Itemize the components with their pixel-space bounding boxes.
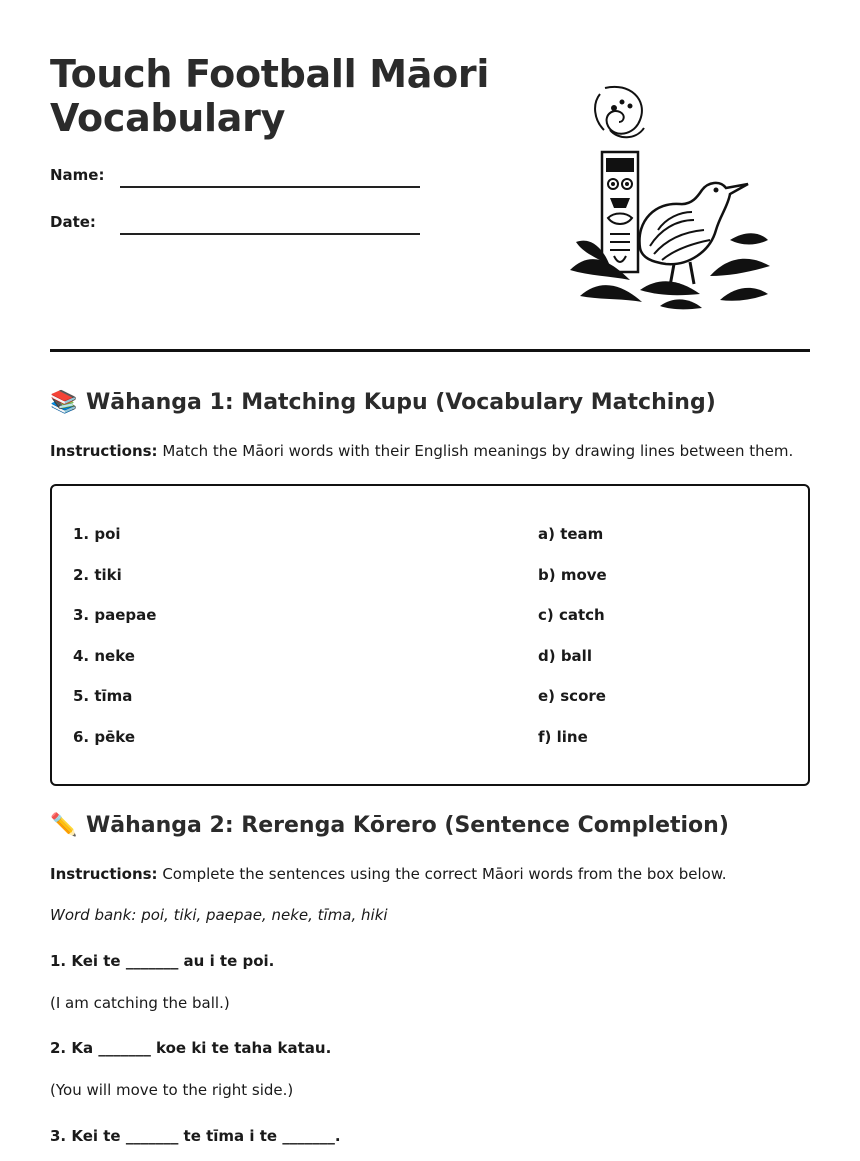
- list-item: 5. tīma: [73, 687, 133, 706]
- list-item: 6. pēke: [73, 727, 136, 746]
- books-icon: 📚: [50, 390, 78, 415]
- date-label: Date:: [50, 213, 96, 231]
- list-item: f) line: [538, 727, 588, 746]
- list-item: 2. tiki: [73, 565, 122, 584]
- list-item: 4. neke: [73, 646, 135, 665]
- instructions-text: Complete the sentences using the correct Māori words from the box below.: [157, 865, 727, 883]
- list-item: d) ball: [538, 646, 592, 665]
- sentence-1: 1. Kei te _______ au i te poi.: [50, 952, 275, 970]
- instructions-text: Match the Māori words with their English meanings by drawing lines between them.: [157, 442, 794, 460]
- section-1-instructions: [50, 442, 793, 460]
- instructions-label: Instructions:: [50, 442, 158, 460]
- maori-words-column: [73, 524, 156, 768]
- date-field-line[interactable]: [120, 233, 420, 235]
- list-item: b) move: [538, 565, 607, 584]
- section-1-heading-text: Wāhanga 1: Matching Kupu (Vocabulary Matching): [86, 390, 716, 415]
- sentence-2: 2. Ka _______ koe ki te taha katau.: [50, 1039, 332, 1057]
- section-2-instructions: [50, 865, 727, 883]
- sentence-3: 3. Kei te _______ te tīma i te _______.: [50, 1127, 341, 1145]
- section-2-heading-text: Wāhanga 2: Rerenga Kōrero (Sentence Completion): [86, 813, 729, 838]
- name-field-line[interactable]: [120, 186, 420, 188]
- section-1-heading: [50, 390, 716, 415]
- maori-illustration-icon: [570, 80, 770, 312]
- title-line-1: Touch Football Māori: [50, 52, 490, 96]
- list-item: a) team: [538, 525, 604, 543]
- koru-icon: [605, 87, 642, 134]
- pencil-icon: ✏️: [50, 813, 78, 838]
- instructions-label: Instructions:: [50, 865, 158, 883]
- word-bank: Word bank: poi, tiki, paepae, neke, tīma, hiki: [50, 906, 388, 924]
- list-item: 3. paepae: [73, 606, 157, 625]
- title-line-2: Vocabulary: [50, 96, 286, 140]
- english-meanings-column: [538, 524, 607, 768]
- section-divider: [50, 349, 810, 352]
- carved-post-icon: [602, 152, 638, 272]
- list-item: e) score: [538, 687, 606, 706]
- section-2-heading: [50, 813, 729, 838]
- matching-box: [50, 484, 810, 786]
- list-item: c) catch: [538, 606, 605, 625]
- sentence-2-translation: (You will move to the right side.): [50, 1081, 294, 1099]
- name-label: Name:: [50, 166, 105, 184]
- sentence-1-translation: (I am catching the ball.): [50, 994, 230, 1012]
- page-title: [50, 52, 489, 140]
- list-item: 1. poi: [73, 525, 121, 543]
